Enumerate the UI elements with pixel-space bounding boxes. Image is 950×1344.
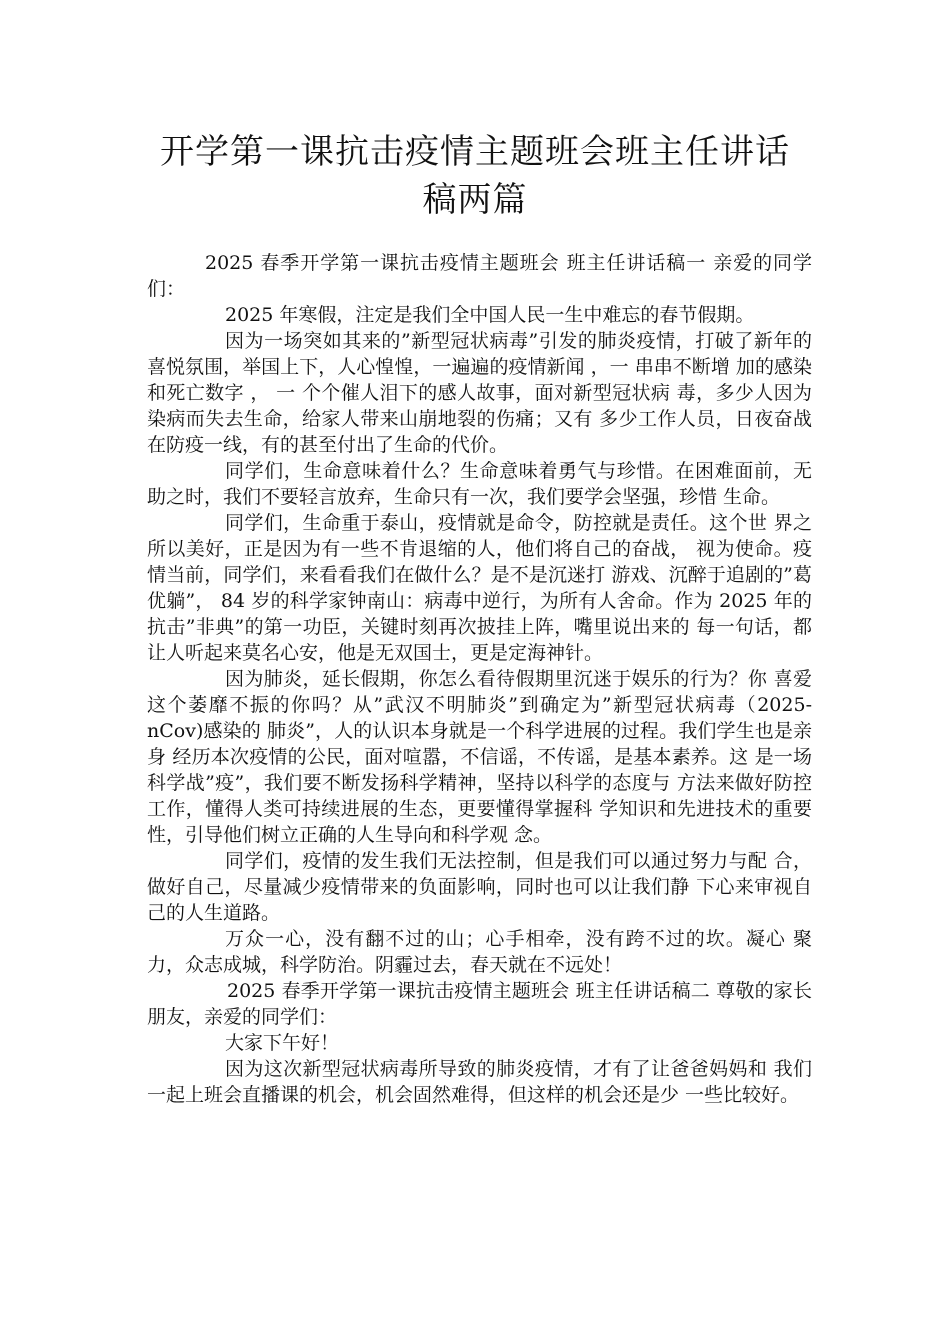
document-body: [147, 250, 812, 1108]
paragraph: 大家下午好！: [225, 1032, 340, 1054]
paragraph: 2025 春季开学第一课抗击疫情主题班会 班主任讲话稿二 尊敬的家长朋友，亲爱的同学们：: [147, 980, 812, 1028]
paragraph: 同学们，疫情的发生我们无法控制，但是我们可以通过努力与配 合，做好自己，尽量减少疫情带来的负面影响，同时也可以让我们静 下心来审视自己的人生道路。: [147, 850, 812, 924]
paragraph: 同学们，生命重于泰山，疫情就是命令，防控就是责任。这个世 界之所以美好，正是因为有一些不肯退缩的人，他们将自己的奋战， 视为使命。疫情当前，同学们，来看看我们在做什么？是不是沉迷打 游戏、沉醉于追剧的”葛优躺”， 84 岁的科学家钟南山：病毒中逆行，为所有人舍命。作为 2025 年的抗击”非典”的第一功臣，关键时刻再次披挂上阵，嘴里说出来的 每一句话，都让人听起来莫名心安，他是无双国士，更是定海神针。: [147, 512, 812, 664]
paragraph: 2025 年寒假，注定是我们全中国人民一生中难忘的春节假期。: [225, 304, 755, 326]
paragraph: 同学们，生命意味着什么？生命意味着勇气与珍惜。在困难面前，无 助之时，我们不要轻言放弃，生命只有一次，我们要学会坚强，珍惜 生命。: [147, 460, 812, 508]
paragraph: 因为这次新型冠状病毒所导致的肺炎疫情，才有了让爸爸妈妈和 我们一起上班会直播课的机会，机会固然难得，但这样的机会还是少 一些比较好。: [147, 1058, 812, 1106]
paragraph: 万众一心，没有翻不过的山；心手相牵，没有跨不过的坎。凝心 聚力，众志成城，科学防治。阴霾过去，春天就在不远处！: [147, 928, 812, 976]
title-line-1: 开学第一课抗击疫情主题班会班主任讲话: [160, 132, 790, 172]
paragraph: 2025 春季开学第一课抗击疫情主题班会 班主任讲话稿一 亲爱的同学们：: [147, 252, 812, 300]
document-title: [120, 128, 830, 224]
title-line-2: 稿两篇: [422, 180, 528, 220]
paragraph: 因为一场突如其来的”新型冠状病毒”引发的肺炎疫情，打破了新年的 喜悦氛围，举国上下，人心惶惶，一遍遍的疫情新闻 ，一 串串不断增 加的感染和死亡数字 ， 一 个个催人泪下的感人故事，面对新型冠状病 毒，多少人因为染病而失去生命，给家人带来山崩地裂的伤痛；又有 多少工作人员，日夜奋战在防疫一线，有的甚至付出了生命的代价。: [147, 330, 812, 456]
paragraph: 因为肺炎，延长假期，你怎么看待假期里沉迷于娱乐的行为？你 喜爱这个萎靡不振的你吗？从”武汉不明肺炎”到确定为”新型冠状病毒（2025-nCov)感染的 肺炎”，人的认识本身就是一个科学进展的过程。我们学生也是亲身 经历本次疫情的公民，面对喧嚣，不信谣，不传谣，是基本素养。这 是一场科学战”疫”，我们要不断发扬科学精神，坚持以科学的态度与 方法来做好防控工作，懂得人类可持续进展的生态，更要懂得掌握科 学知识和先进技术的重要性，引导他们树立正确的人生导向和科学观 念。: [147, 668, 812, 846]
